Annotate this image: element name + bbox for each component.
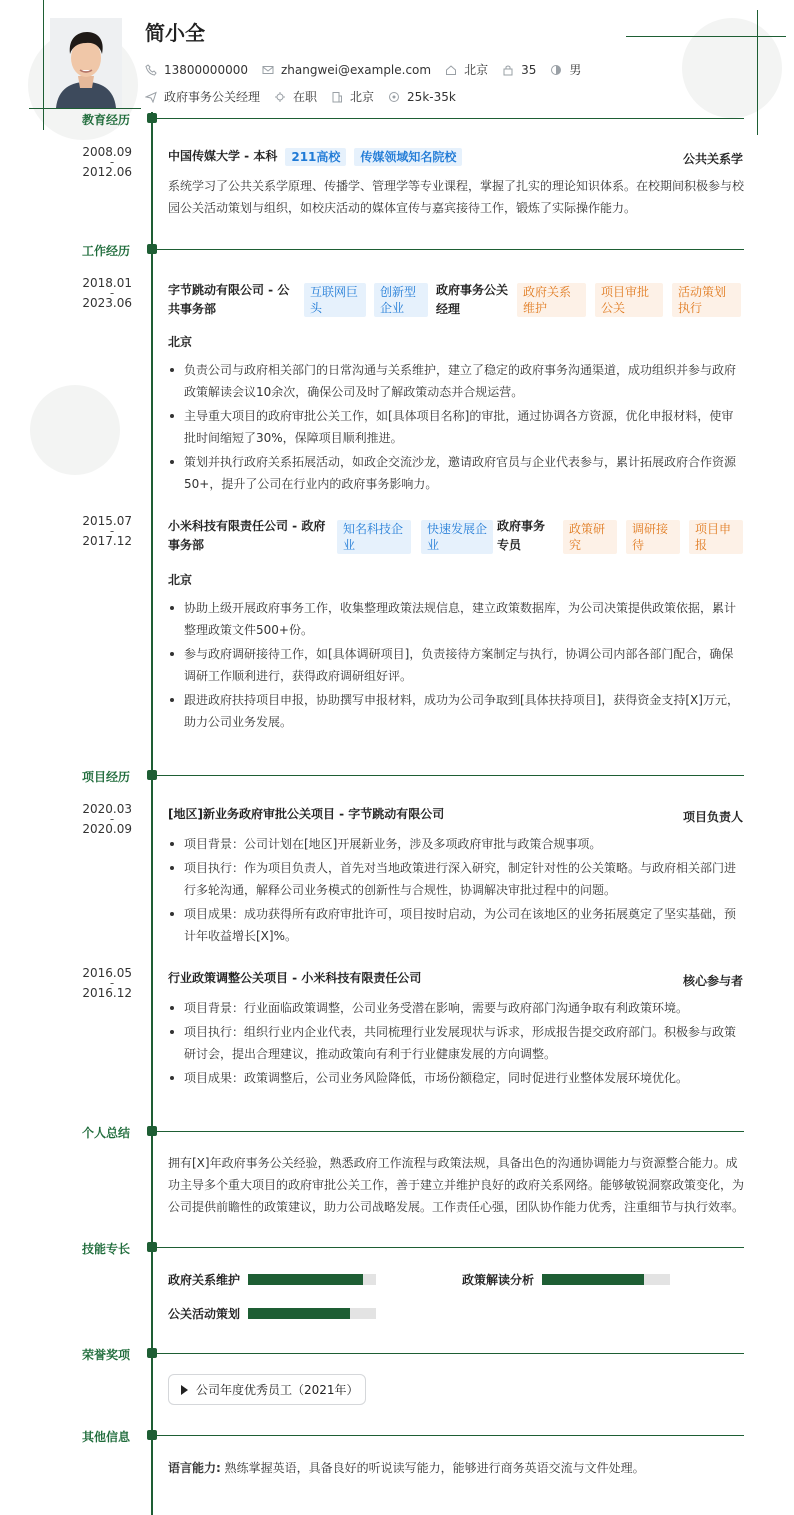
work-bullets [168,359,744,497]
candidate-name: 简小全 [145,21,205,45]
company-tag: 创新型企业 [374,283,428,317]
skill-item [168,1305,376,1322]
project-role: 项目负责人 [682,810,743,824]
list-item: 跟进政府扶持项目申报，协助撰写申报材料，成功为公司争取到[具体扶持项目]，获得资金支持[X]万元，助力公司业务发展。 [168,689,744,733]
email: zhangwei@example.com [280,62,432,77]
salary: 25k-35k [407,89,456,104]
work-company: 字节跳动有限公司 - 公共事务部 [168,283,290,316]
project-bullets [168,997,744,1091]
project-title: 行业政策调整公关项目 - 小米科技有限责任公司 [168,971,422,985]
award-label: 公司年度优秀员工（2021年） [196,1383,359,1397]
section-title-work: 工作经历 [81,244,130,258]
intent-row [145,88,470,105]
skill-tag: 调研接待 [626,520,680,554]
skill-tags [563,520,743,554]
work-date: 2018.01 - 2023.06 [82,276,132,310]
timeline-line [151,112,153,1515]
list-item: 策划并执行政府关系拓展活动，如政企交流沙龙，邀请政府官员与企业代表参与，累计拓展政府合作资源50+，提升了公司在行业内的政府事务影响力。 [168,451,744,495]
work-location: 北京 [168,335,193,349]
section-title-summary: 个人总结 [81,1126,130,1140]
project-date: 2016.05 - 2016.12 [82,966,132,1000]
phone: 13800000000 [164,62,248,77]
work-company: 小米科技有限责任公司 - 政府事务部 [168,519,326,552]
work-position: 政府事务专员 [497,519,546,552]
edu-tag: 传媒领域知名院校 [354,148,462,166]
section-title-projects: 项目经历 [81,770,130,784]
skill-tag: 政府关系维护 [517,283,586,317]
age: 35 [521,62,537,77]
salary-icon [388,91,400,103]
building-icon [331,91,343,103]
summary-text: 拥有[X]年政府事务公关经验，熟悉政府工作流程与政策法规，具备出色的沟通协调能力与资源整合能力。成功主导多个重大项目的政府审批公关工作，善于建立并维护良好的政府关系网络。能够敏锐洞察政策变化，为公司提供前瞻性的政策建议，助力公司战略发展。工作责任心强，团队协作能力优秀，注重细节与执行效率。 [168,1156,745,1214]
list-item: 主导重大项目的政府审批公关工作，如[具体项目名称]的审批，通过协调各方资源，优化申报材料，使审批时间缩短了30%，保障项目顺利推进。 [168,405,744,449]
section-marker [147,244,157,254]
section-divider [157,1247,744,1248]
company-tag: 知名科技企业 [337,520,411,554]
company-tag: 快速发展企业 [421,520,493,554]
age-icon [502,64,514,76]
section-marker [147,1126,157,1136]
edu-major: 公共关系学 [682,152,743,166]
edu-school-line [168,147,462,166]
avatar [50,18,122,108]
section-divider [157,1353,744,1354]
skill-tag: 项目申报 [689,520,743,554]
section-marker [147,1348,157,1358]
decor-line [757,10,758,135]
skill-bar-fill [542,1274,644,1285]
skill-bar [248,1308,376,1319]
skill-bar [542,1274,670,1285]
skill-name: 政策解读分析 [462,1273,535,1287]
job-status: 在职 [293,90,318,104]
skill-item [168,1271,376,1288]
city: 北京 [464,63,489,77]
skill-name: 公关活动策划 [168,1307,241,1321]
section-marker [147,770,157,780]
section-divider [157,1131,744,1132]
list-item: 项目执行：组织行业内企业代表，共同梳理行业发展现状与诉求，形成报告提交政府部门。积极参与政策研讨会，提出合理建议，推动政策向有利于行业健康发展的方向调整。 [168,1021,744,1065]
skill-tag: 项目审批公关 [595,283,663,317]
skill-tags [517,283,741,317]
skill-name: 政府关系维护 [168,1273,241,1287]
company-tags [337,520,493,554]
job-title: 政府事务公关经理 [164,90,261,104]
decor-circle [682,18,782,118]
section-marker [147,1430,157,1440]
section-title-skills: 技能专长 [81,1242,130,1256]
work-date: 2015.07 - 2017.12 [82,514,132,548]
decor-circle [30,385,120,475]
project-title: [地区]新业务政府审批公关项目 - 字节跳动有限公司 [168,807,445,821]
section-divider [157,249,744,250]
work-position: 政府事务公关经理 [436,283,509,316]
company-tags [304,283,428,317]
company-tag: 互联网巨头 [304,283,366,317]
mail-icon [262,64,274,76]
section-title-other: 其他信息 [81,1430,130,1444]
section-title-education: 教育经历 [81,113,130,127]
list-item: 项目执行：作为项目负责人，首先对当地政策进行深入研究，制定针对性的公关策略。与政府相关部门进行多轮沟通，解释公司业务模式的创新性与合规性，协调解决审批过程中的问题。 [168,857,744,901]
home-icon [445,64,457,76]
decor-line [626,36,786,37]
section-marker [147,1242,157,1252]
other-info [168,1457,744,1479]
other-label: 语言能力: [168,1461,221,1475]
skill-tag: 政策研究 [563,520,617,554]
list-item: 项目背景：行业面临政策调整，公司业务受潜在影响，需要与政府部门沟通争取有利政策环境。 [168,997,744,1019]
status-icon [274,91,286,103]
phone-icon [145,64,157,76]
gender: 男 [569,63,582,77]
work-location: 北京 [168,573,193,587]
edu-tag: 211高校 [285,148,346,166]
skill-bar-fill [248,1274,363,1285]
edu-date: 2008.09 - 2012.06 [82,145,132,179]
other-text: 熟练掌握英语，具备良好的听说读写能力，能够进行商务英语交流与文件处理。 [224,1461,645,1475]
section-marker [147,113,157,123]
list-item: 参与政府调研接待工作，如[具体调研项目]，负责接待方案制定与执行，协调公司内部各部门配合，确保调研工作顺利进行，获得政府调研组好评。 [168,643,744,687]
section-divider [157,1435,744,1436]
skill-bar [248,1274,376,1285]
list-item: 负责公司与政府相关部门的日常沟通与关系维护，建立了稳定的政府事务沟通渠道，成功组织并参与政府政策解读会议10余次，确保公司及时了解政策动态并合规运营。 [168,359,744,403]
list-item: 项目成果：成功获得所有政府审批许可，项目按时启动，为公司在该地区的业务拓展奠定了坚实基础，预计年收益增长[X]%。 [168,903,744,947]
decor-line [43,0,44,130]
target-city: 北京 [350,90,375,104]
section-title-awards: 荣誉奖项 [81,1348,130,1362]
edu-desc: 系统学习了公共关系学原理、传播学、管理学等专业课程，掌握了扎实的理论知识体系。在校期间积极参与校园公关活动策划与组织，如校庆活动的媒体宣传与嘉宾接待工作，锻炼了实际操作能力。 [168,179,745,215]
decor-line [29,108,141,109]
section-divider [157,775,744,776]
work-bullets [168,597,744,735]
project-role: 核心参与者 [682,974,743,988]
school-name: 中国传媒大学 - 本科 [168,149,278,163]
list-item: 协助上级开展政府事务工作，收集整理政策法规信息，建立政策数据库，为公司决策提供政策依据，累计整理政策文件500+份。 [168,597,744,641]
contact-row [145,61,595,78]
list-item: 项目背景：公司计划在[地区]开展新业务，涉及多项政府审批与政策合规事项。 [168,833,744,855]
project-bullets [168,833,744,949]
section-divider [157,118,744,119]
skill-tag: 活动策划执行 [672,283,741,317]
skill-item [462,1271,670,1288]
skill-bar-fill [248,1308,350,1319]
list-item: 项目成果：政策调整后，公司业务风险降低，市场份额稳定，同时促进行业整体发展环境优化。 [168,1067,744,1089]
caret-right-icon [181,1385,188,1395]
award-toggle[interactable] [168,1374,366,1405]
gender-icon [550,64,562,76]
send-icon [145,91,157,103]
project-date: 2020.03 - 2020.09 [82,802,132,836]
